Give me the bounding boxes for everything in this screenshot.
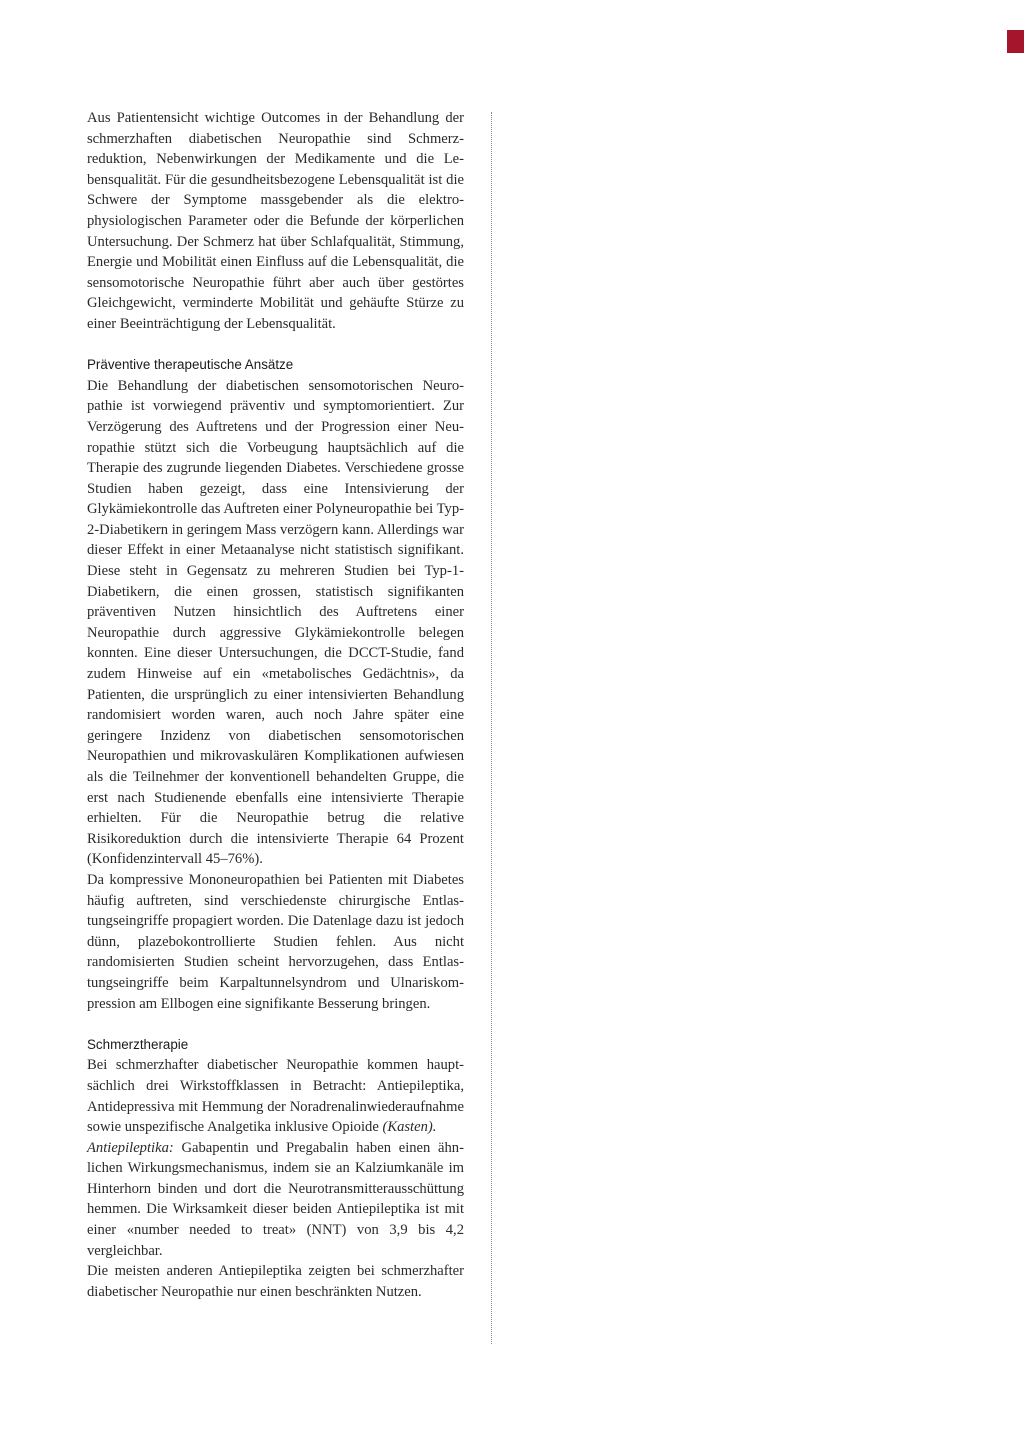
article-column (87, 108, 464, 1302)
heading-preventive: Präventive therapeutische Ansätze (87, 357, 294, 373)
heading-pain-therapy: Schmerztherapie (87, 1036, 189, 1052)
paragraph-preventive: Die Behandlung der diabetischen sensomotorischen Neuropathie ist vorwiegend präventiv und symptomorientiert. Zur Verzögerung des Auftretens und der Progression einer Neuropathie stützt sich die Vorbeugung hauptsächlich auf die Therapie des zugrunde liegenden Diabetes. Verschiedene grosse Studien haben gezeigt, dass eine Intensivierung der Glykämiekontrolle das Auftreten einer Polyneuropathie bei Typ-2-Diabetikern in geringem Mass verzögern kann. Allerdings war dieser Effekt in einer Metaanalyse nicht statistisch signifikant. Diese steht in Gegensatz zu mehreren Studien bei Typ-1-Diabetikern, die einen grossen, statistisch signifikanten präventiven Nutzen hinsichtlich des Auftretens einer Neuropathie durch aggressive Glykämiekontrolle belegen konnten. Eine dieser Untersuchungen, die DCCT-Studie, fand zudem Hinweise auf ein «metabolisches Gedächtnis», da Patienten, die ursprünglich zu einer intensivierten Behandlung randomisiert worden waren, auch noch Jahre später eine geringere Inzidenz von diabetischen sensomotorischen Neuropathien und mikrovaskulären Komplikationen aufwiesen als die Teilnehmer der konventionell behandelten Gruppe, die erst nach Studienende ebenfalls eine intensivierte Therapie erhielten. Für die Neuropathie betrug die relative Risikoreduktion durch die intensivierte Therapie 64 Prozent (Konfidenzintervall 45–76%). (87, 377, 464, 868)
column-divider (491, 112, 492, 1344)
paragraph-drug-classes (87, 1055, 464, 1137)
paragraph-other-antiepileptics: Die meisten anderen Antiepileptika zeigten bei schmerzhafter diabetischer Neuropathie nur einen beschränkten Nutzen. (87, 1263, 464, 1300)
drug-classes-text: Bei schmerzhafter diabetischer Neuropathie kommen hauptsächlich drei Wirkstoffklassen in Betracht: Antiepileptika, Antidepressiva mit Hemmung der Noradrenalinwiederaufnahme sowie unspezifische Analgetika inklusive Opioide (87, 1057, 464, 1136)
antiepileptics-label: Antiepileptika: (87, 1139, 174, 1156)
corner-color-mark (1007, 30, 1024, 53)
paragraph-antiepileptics (87, 1138, 464, 1262)
spacer (87, 335, 464, 356)
paragraph-mononeuropathy: Da kompressive Mononeuropathien bei Patienten mit Diabetes häufig auftreten, sind verschiedenste chirurgische Entlastungseingriffe propagiert worden. Die Datenlage dazu ist jedoch dünn, plazebokontrollierte Studien fehlen. Aus nicht randomisierten Studien scheint hervorzugehen, dass Entlastungseingriffe beim Karpaltunnelsyndrom und Ulnariskompression am Ellbogen eine signifikante Besserung bringen. (87, 871, 464, 1012)
antiepileptics-text: Gabapentin und Pregabalin haben einen ähnlichen Wirkungsmechanismus, indem sie an Kalziumkanäle im Hinterhorn binden und dort die Neurotransmitterausschüttung hemmen. Die Wirksamkeit dieser beiden Antiepileptika ist mit einer «number needed to treat» (NNT) von 3,9 bis 4,2 vergleichbar. (87, 1139, 464, 1259)
box-reference: (Kasten). (382, 1119, 437, 1136)
paragraph-outcomes: Aus Patientensicht wichtige Outcomes in der Behandlung der schmerzhaften diabetischen Neuropathie sind Schmerzreduktion, Nebenwirkungen der Medikamente und die Lebensqualität. Für die gesundheitsbezogene Lebensqualität ist die Schwere der Symptome massgebender als die elektrophysiologischen Parameter oder die Befunde der körperlichen Untersuchung. Der Schmerz hat über Schlafqualität, Stimmung, Energie und Mobilität einen Einfluss auf die Lebensqualität, die sensomotorische Neuropathie führt aber auch über gestörtes Gleichgewicht, verminderte Mobilität und gehäufte Stürze zu einer Beeinträchtigung der Lebensqualität. (87, 110, 464, 332)
spacer (87, 1014, 464, 1035)
